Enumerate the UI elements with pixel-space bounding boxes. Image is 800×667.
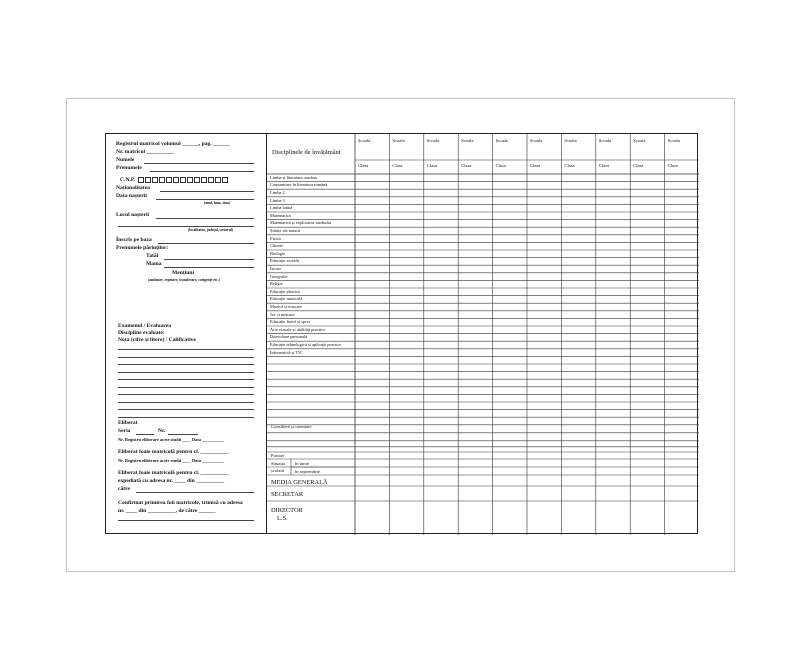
subject-label: Biologie [270,250,286,256]
subject-label: Matematică și explorarea mediului [270,220,332,226]
inscris-line[interactable] [158,243,254,244]
scoala-header: Școala [530,138,543,143]
subject-label: Informatică și TIC [270,349,303,355]
subject-label: Dezvoltare personală [270,334,308,340]
student-info-pane [106,134,267,533]
nr-line[interactable] [168,434,198,435]
director-label: DIRECTOR [271,507,303,514]
prenumele-label: Prenumele [116,165,142,171]
expediata-label: expediată cu adresa nr. ____ din __________ [118,478,225,484]
in-iunie-label: în iunie [295,461,309,466]
clasa-header: Clasa [495,163,506,168]
subject-label: Religie [270,281,283,287]
clasa-header: Clasa [564,163,575,168]
mentiuni-hint: (amânare, repetare, transferare, corigențe etc.) [148,278,220,282]
eliberat-foaie-label: Eliberat foaie matricolă pentru cl. __________ [118,449,229,455]
in-septembrie-label: în septembrie [295,469,320,474]
eliberat-label: Eliberat [118,420,138,426]
subject-label: Educație tehnologică și aplicații practice [270,342,342,347]
prenumele-line[interactable] [150,171,254,172]
situatia-label: Situația [271,461,286,466]
subject-label: Educație plastică [270,288,300,294]
clasa-header: Clasa [358,163,369,168]
exam-line[interactable] [118,372,254,373]
tatal-line[interactable] [164,259,254,260]
exam-line[interactable] [118,379,254,380]
subject-label: Limba 2 [270,190,285,195]
subject-label: Muzică și mișcare [270,304,302,309]
clasa-header: Clasa [598,163,610,168]
cnp-digit-box[interactable] [222,177,228,183]
clasa-header: Clasa [392,163,403,168]
catre-line[interactable] [136,492,254,493]
scoala-header: Școala [564,138,577,143]
locul-nasterii-line-2[interactable] [118,226,254,227]
exam-line[interactable] [118,349,254,350]
mentiuni-label: Mențiuni [172,270,195,276]
cnp-digit-box[interactable] [194,177,200,183]
prenumele-parintilor-label: Prenumele părinților: [116,245,169,251]
subject-label: Educație muzicală [270,296,303,302]
cnp-digit-box[interactable] [215,177,221,183]
cnp-digit-box[interactable] [166,177,172,183]
subject-label: Matematică [270,212,291,218]
secretar-label: SECRETAR [271,491,304,498]
nota-label: Nota (cifre și litere) / Calificative [118,337,196,343]
subject-label: Arte vizuale și abilități practice [270,326,326,332]
cnp-digit-box[interactable] [173,177,179,183]
nationalitatea-line[interactable] [160,191,254,192]
consiliere-label: Consiliere și orientare [271,424,312,429]
subject-label: Limba și literatura română [270,174,317,180]
numele-label: Numele [116,157,135,163]
clasa-header: Clasa [633,163,644,168]
scoala-header: Școala [598,138,612,143]
cnp-digit-box[interactable] [187,177,193,183]
nr-matricol-label: Nr. matricol __________ [116,149,175,155]
clasa-header: Clasa [461,163,472,168]
subject-label: Educație fizică și sport [270,319,311,325]
cnp-digit-box[interactable] [145,177,151,183]
cnp-digit-box[interactable] [138,177,144,183]
confirmat-line-2: nr. ____ din __________, de către ______ [118,508,216,514]
cnp-label: C.N.P. [120,177,136,183]
mama-label: Mama [146,261,162,267]
grades-grid [267,134,699,533]
subject-label: Comunicare în literatura română [270,182,328,188]
subject-label: Educație socială [270,258,299,264]
nr-label: Nr. [158,428,166,434]
cnp-digit-box[interactable] [208,177,214,183]
exam-line[interactable] [118,402,254,403]
ls-label: L.S. [277,515,288,522]
nationalitatea-label: Naționalitatea [116,185,150,191]
matricol-form [105,133,698,534]
scolara-label: școlară [271,468,285,473]
scoala-header: Școala [667,138,680,143]
subject-label: Științe ale naturii [270,228,301,233]
discipline-evaluate-label: Discipline evaluate: [118,330,165,336]
media-generala-label: MEDIA GENERALĂ [271,479,328,486]
exam-line[interactable] [118,417,254,418]
locul-nasterii-label: Locul nașterii [116,212,150,218]
clasa-header: Clasa [530,163,541,168]
eliberat-foaie-2-label: Eliberat foaie matricolă pentru cl. __________ [118,470,229,476]
subject-label: Joc și mișcare [270,311,295,317]
clasa-header: Clasa [667,163,678,168]
scoala-header: Școala [633,138,646,143]
data-nasterii-line[interactable] [156,199,254,200]
exam-line[interactable] [118,387,254,388]
subject-label: Limba latină [270,205,293,211]
scoala-header: Școala [461,138,474,143]
subject-label: Limba 3 [270,197,285,203]
seria-line[interactable] [136,434,154,435]
data-nasterii-label: Data nașterii [116,193,147,199]
exam-line[interactable] [118,357,254,358]
cnp-digit-box[interactable] [201,177,207,183]
subject-label: Geografie [270,273,288,279]
examenul-label: Examenul / Evaluarea [118,323,172,329]
subject-label: Fizică [270,235,281,241]
locul-nasterii-hint: (localitatea, județul, sectorul) [188,228,233,232]
mama-line[interactable] [164,267,254,268]
catre-label: către [118,486,131,492]
scoala-header: Școala [392,138,405,143]
registru-label: Registrul matricol volumul ______, pag. ______ [116,141,230,147]
exam-line[interactable] [118,409,254,410]
numele-line[interactable] [144,163,254,164]
subject-label: Chimie [270,243,283,249]
disciplinele-header: Disciplinele de învățământ [272,149,341,156]
seria-label: Seria [118,428,131,434]
scoala-header: Școala [495,138,508,143]
scoala-header: Școala [426,138,440,143]
confirmat-line-1: Confirmat primirea foii matricole, trimisă cu adresa [118,500,243,506]
tatal-label: Tatăl [146,253,159,259]
document-page [66,98,735,572]
scoala-header: Școala [358,138,371,143]
exam-line[interactable] [118,364,254,365]
locul-nasterii-line[interactable] [156,218,254,219]
cnp-digit-box[interactable] [152,177,158,183]
cnp-digit-box[interactable] [159,177,165,183]
clasa-header: Clasa [426,163,438,168]
data-nasterii-hint: (anul, luna, ziua) [204,201,230,205]
nr-registru-2-label: Nr. Registru eliberare acete studii ____ Data __________ [118,458,225,463]
subject-label: Istorie [270,266,282,271]
inscris-label: Înscris pe baza [116,237,152,243]
nr-registru-label: Nr. Registru eliberare acete studii ____ Data __________ [118,437,225,442]
exam-line[interactable] [118,394,254,395]
purtare-label: Purtare [271,453,285,458]
grid-lines [267,134,699,535]
cnp-digit-box[interactable] [180,177,186,183]
confirmat-line[interactable] [118,520,254,521]
